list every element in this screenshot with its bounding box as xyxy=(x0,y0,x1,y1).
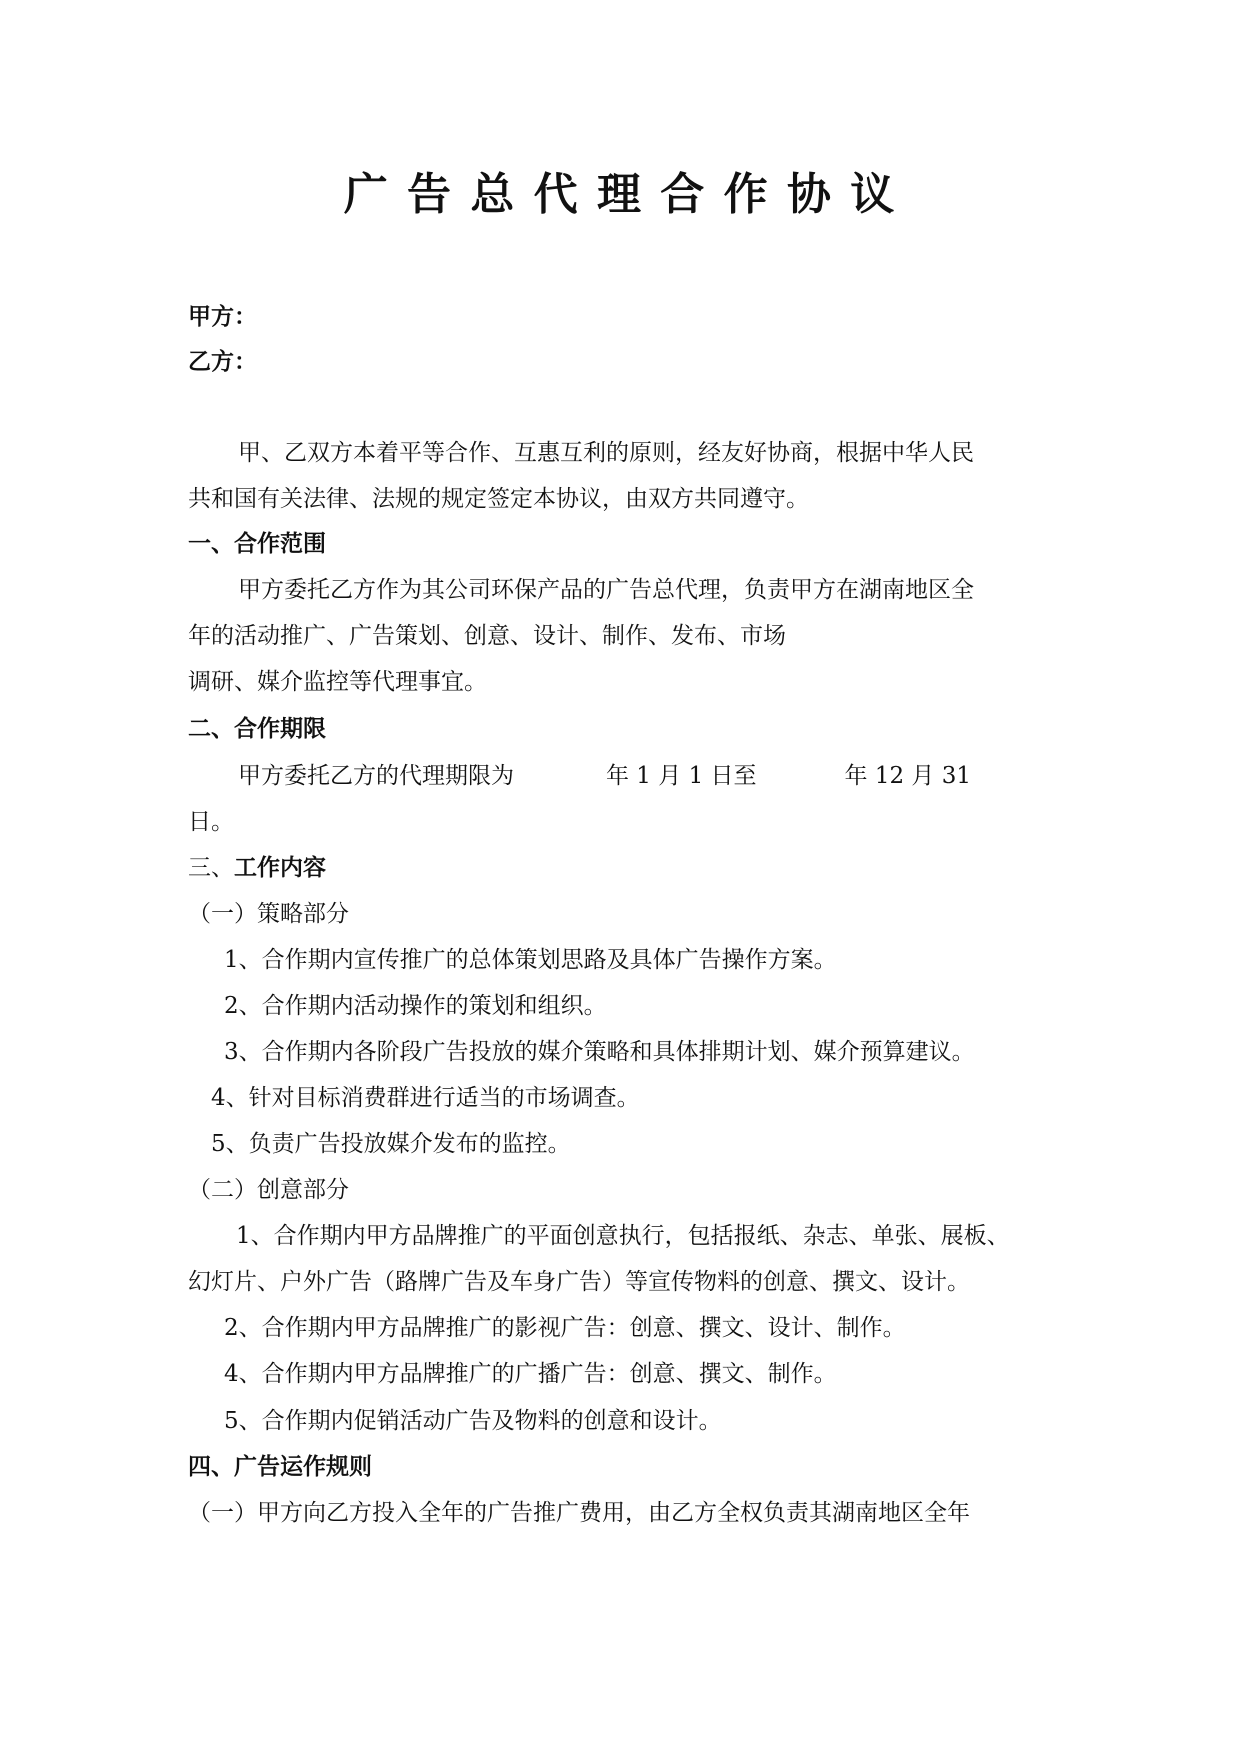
section-4-line-1: （一）甲方向乙方投入全年的广告推广费用，由乙方全权负责其湖南地区全年 xyxy=(188,1500,970,1526)
document-title: 广 告 总 代 理 合 作 协 议 xyxy=(343,169,897,220)
section-1-line-3: 调研、媒介监控等代理事宜。 xyxy=(188,669,487,695)
strategy-item-4: 4、针对目标消费群进行适当的市场调查。 xyxy=(211,1085,640,1111)
strategy-item-2: 2、合作期内活动操作的策划和组织。 xyxy=(224,993,607,1019)
section-1-line-2: 年的活动推广、广告策划、创意、设计、制作、发布、市场 xyxy=(188,623,786,649)
creative-item-5: 5、合作期内促销活动广告及物料的创意和设计。 xyxy=(224,1408,722,1434)
term-end-date: 年 12 月 31 xyxy=(844,763,971,789)
preamble-line-2: 共和国有关法律、法规的规定签定本协议，由双方共同遵守。 xyxy=(188,486,809,512)
creative-item-4: 4、合作期内甲方品牌推广的广播广告：创意、撰文、制作。 xyxy=(224,1361,837,1387)
creative-heading: （二）创意部分 xyxy=(188,1177,349,1203)
section-4-heading: 四、广告运作规则 xyxy=(188,1454,372,1480)
preamble-line-1: 甲、乙双方本着平等合作、互惠互利的原则，经友好协商，根据中华人民 xyxy=(238,440,974,466)
section-2-line-1 xyxy=(238,760,971,792)
section-3-title: 工作内容 xyxy=(234,855,326,881)
term-start-date: 年 1 月 1 日至 xyxy=(606,763,757,789)
section-3-number: 三、 xyxy=(188,855,234,881)
strategy-item-5: 5、负责广告投放媒介发布的监控。 xyxy=(211,1131,571,1157)
section-1-heading: 一、合作范围 xyxy=(188,531,326,557)
section-1-line-1: 甲方委托乙方作为其公司环保产品的广告总代理，负责甲方在湖南地区全 xyxy=(238,577,974,603)
section-3-heading xyxy=(188,852,326,884)
party-a-label: 甲方： xyxy=(188,304,257,330)
strategy-item-1: 1、合作期内宣传推广的总体策划思路及具体广告操作方案。 xyxy=(224,947,837,973)
strategy-heading: （一）策略部分 xyxy=(188,901,349,927)
party-b-label: 乙方： xyxy=(188,349,257,375)
strategy-item-3: 3、合作期内各阶段广告投放的媒介策略和具体排期计划、媒介预算建议。 xyxy=(224,1039,975,1065)
creative-item-1-line-1: 1、合作期内甲方品牌推广的平面创意执行，包括报纸、杂志、单张、展板、 xyxy=(236,1223,1010,1249)
creative-item-2: 2、合作期内甲方品牌推广的影视广告：创意、撰文、设计、制作。 xyxy=(224,1315,906,1341)
section-2-line-2: 日。 xyxy=(188,809,234,835)
term-label: 甲方委托乙方的代理期限为 xyxy=(238,763,514,789)
section-2-heading: 二、合作期限 xyxy=(188,716,326,742)
creative-item-1-line-2: 幻灯片、户外广告（路牌广告及车身广告）等宣传物料的创意、撰文、设计。 xyxy=(188,1269,970,1295)
